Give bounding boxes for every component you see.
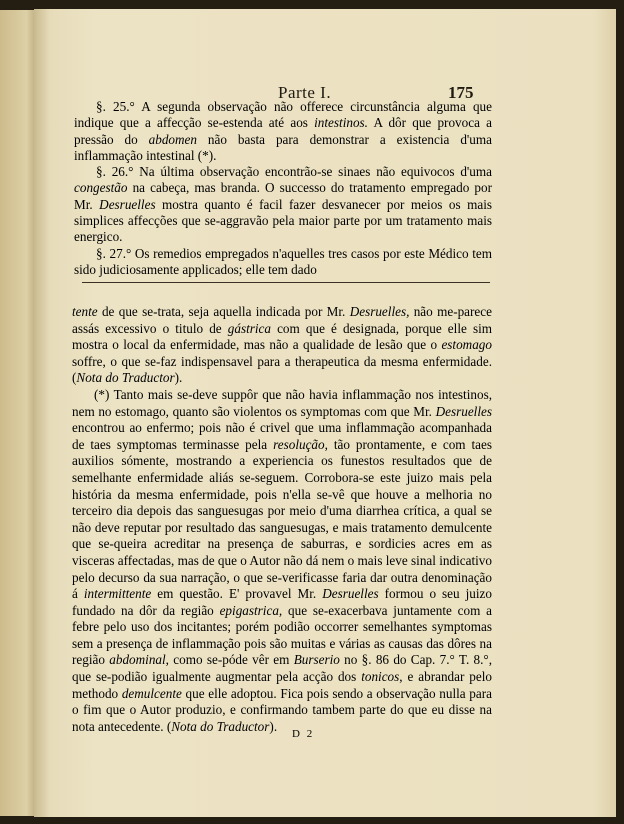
main-paragraph bbox=[74, 164, 492, 245]
text-run: ). bbox=[269, 718, 278, 734]
italic-text: demulcente bbox=[121, 685, 182, 701]
italic-text: intermittente bbox=[83, 586, 152, 602]
text-run: não basta para demonstrar a existencia d'uma inflammação intestinal (*). bbox=[74, 131, 492, 163]
italic-text: abdomen bbox=[148, 131, 197, 147]
italic-text: congestão bbox=[74, 180, 128, 196]
text-run: §. 25.° A segunda observação não offerece circunstância alguma que indique que a affecção se-estenda até aos bbox=[74, 99, 492, 131]
text-run: na cabeça, mas branda. O successo do tratamento empregado por Mr. bbox=[74, 180, 492, 212]
italic-text: tente bbox=[72, 304, 98, 319]
text-run: com que é designada, porque elle sim mostra o local da enfermidade, mas não a qualidade de lesão que o bbox=[72, 320, 492, 353]
page-number: 175 bbox=[448, 83, 474, 102]
text-run: , como se-póde vêr em bbox=[165, 652, 294, 668]
italic-text: Burserio bbox=[293, 652, 340, 668]
text-run: ). bbox=[174, 370, 183, 386]
footnote-rule bbox=[82, 282, 490, 283]
text-run: em questão. E' provavel Mr. bbox=[151, 586, 323, 602]
italic-text: gástrica bbox=[227, 320, 271, 336]
running-title: Parte I. bbox=[278, 83, 332, 102]
italic-text: Desruelles bbox=[435, 403, 492, 419]
text-run: , tão prontamente, e com taes auxilios sómente, mostrando a experiencia os funestos resultados que de semelhante enfermidade aliás se-seguem. Corrobora-se este juizo mais pela história da mesma enfermidade, pois n'ella se-vê que houve a melhoria no terceiro dia depois das sanguesugas por meio d'uma diarrhea crítica, a qual se não deve reputar por resultado das sanguesugas, e mais tratamento demulcente que se-queira acreditar na presença de saburras, e sordicies acres em as visceras affectadas, mas de que o Autor não dá nem o mais leve sinal indicativo pelo decurso da sua narração, o que se-verificasse faria dar outra denominação á bbox=[72, 436, 492, 602]
facing-page-edge bbox=[0, 10, 38, 816]
italic-text: Desruelles, bbox=[349, 304, 410, 319]
italic-text: estomago bbox=[441, 337, 492, 353]
italic-text: Nota do Traductor bbox=[171, 718, 270, 734]
text-run: mostra quanto é facil fazer desvanecer por meios os mais simplices affecções que se-aggravão pela maior parte por um tratamento mais energico. bbox=[74, 196, 492, 245]
footnote-paragraph bbox=[72, 387, 492, 735]
italic-text: intestinos. bbox=[314, 115, 368, 131]
text-run: §. 26.° Na última observação encontrão-se sinaes não equivocos d'uma bbox=[96, 164, 492, 180]
italic-text: abdominal bbox=[109, 652, 166, 668]
italic-text: Desruelles bbox=[99, 196, 156, 212]
text-run: de que se-trata, seja aquella indicada por Mr. bbox=[97, 304, 350, 319]
italic-text: resolução bbox=[273, 436, 325, 452]
text-run: não me-parece assás excessivo o titulo de bbox=[72, 304, 492, 336]
text-run: que elle adoptou. Fica pois sendo a observação nulla para o fim que o Autor produzio, e confirmando tambem parte do que eu disse na nota antecedente. ( bbox=[72, 685, 492, 734]
text-run: (*) Tanto mais se-deve suppôr que não havia inflammação nos intestinos, nem no estomago, quanto são violentos os symptomas com que Mr. bbox=[72, 386, 492, 419]
text-run: encontrou ao enfermo; pois não é crivel que uma inflammação acompanhada de taes symptomas terminasse pela bbox=[72, 420, 492, 452]
main-paragraph bbox=[74, 99, 492, 164]
footnote-paragraph bbox=[72, 304, 492, 387]
text-run: no §. 86 do Cap. 7.° T. 8.°, que se-podião igualmente augmentar pela acção dos bbox=[72, 652, 492, 685]
text-run: , e abrandar pelo methodo bbox=[72, 669, 492, 701]
text-run: §. 27.° Os remedios empregados n'aquelles tres casos por este Médico tem sido judiciosamente applicados; elle tem dado bbox=[74, 245, 492, 277]
italic-text: Nota do Traductor bbox=[76, 370, 175, 386]
signature-mark: D 2 bbox=[292, 728, 315, 740]
text-run: soffre, o que se-faz indispensavel para a therapeutica da mesma enfermidade. ( bbox=[72, 353, 492, 386]
footnotes bbox=[72, 304, 492, 735]
italic-text: tonicos bbox=[361, 669, 400, 685]
text-run: que se-exacerbava juntamente com a febre pelo uso dos incitantes; porém podião occorrer semelhantes symptomas sem a presença de inflammação pois são muitas e várias as causas das dôres na região bbox=[72, 602, 493, 668]
main-paragraph bbox=[74, 246, 492, 279]
text-run: A dôr que provoca a pressão do bbox=[74, 115, 492, 147]
main-text bbox=[74, 99, 492, 278]
italic-text: epigastrica, bbox=[219, 602, 283, 618]
italic-text: Desruelles bbox=[322, 586, 379, 602]
text-run: formou o seu juizo fundado na dôr da região bbox=[72, 586, 492, 618]
